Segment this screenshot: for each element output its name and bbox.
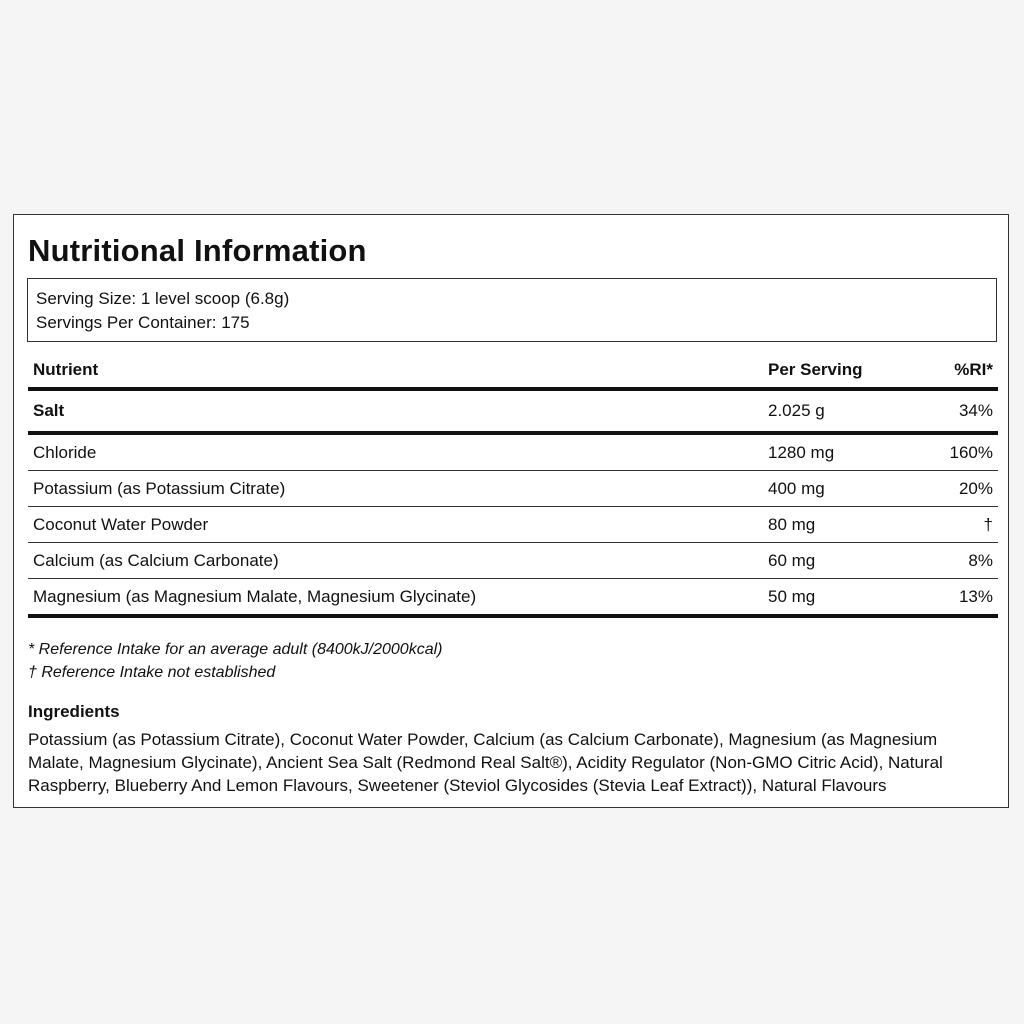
nutrient-per-serving: 2.025 g <box>763 389 923 433</box>
nutrition-panel <box>13 214 1009 808</box>
nutrient-name: Chloride <box>28 433 763 471</box>
nutrient-per-serving: 60 mg <box>763 543 923 579</box>
table-row <box>28 507 998 543</box>
servings-per-container: Servings Per Container: 175 <box>36 313 250 332</box>
table-row <box>28 579 998 617</box>
header-ri: %RI* <box>923 352 998 389</box>
nutrient-table <box>28 352 998 618</box>
ingredients-text: Potassium (as Potassium Citrate), Coconut Water Powder, Calcium (as Calcium Carbonate), Magnesium (as Magnesium Malate, Magnesium Glycinate), Ancient Sea Salt (Redmond Real Salt®), Acidity Regulator (Non-GMO Citric Acid), Natural Raspberry, Blueberry And Lemon Flavours, Sweetener (Steviol Glycosides (Stevia Leaf Extract)), Natural Flavours <box>28 730 943 795</box>
nutrient-ri: † <box>923 507 998 543</box>
footnotes <box>28 638 442 684</box>
table-row <box>28 543 998 579</box>
nutrient-name: Salt <box>28 389 763 433</box>
nutrient-ri: 8% <box>923 543 998 579</box>
nutrient-per-serving: 50 mg <box>763 579 923 617</box>
header-per-serving: Per Serving <box>763 352 923 389</box>
nutrient-name: Magnesium (as Magnesium Malate, Magnesium Glycinate) <box>28 579 763 617</box>
nutrient-ri: 20% <box>923 471 998 507</box>
nutrient-name: Potassium (as Potassium Citrate) <box>28 471 763 507</box>
table-row <box>28 389 998 433</box>
nutrient-ri: 34% <box>923 389 998 433</box>
footnote-not-established: † Reference Intake not established <box>28 664 276 681</box>
nutrient-ri: 160% <box>923 433 998 471</box>
footnote-ri: * Reference Intake for an average adult (8400kJ/2000kcal) <box>28 641 443 658</box>
nutrient-ri: 13% <box>923 579 998 617</box>
nutrient-per-serving: 80 mg <box>763 507 923 543</box>
ingredients-heading: Ingredients <box>28 702 120 721</box>
page-title: Nutritional Information <box>28 233 367 268</box>
table-row <box>28 471 998 507</box>
serving-info-box <box>27 278 997 342</box>
header-nutrient: Nutrient <box>28 352 763 389</box>
serving-size: Serving Size: 1 level scoop (6.8g) <box>36 289 290 308</box>
table-header-row <box>28 352 998 389</box>
nutrient-name: Coconut Water Powder <box>28 507 763 543</box>
nutrient-per-serving: 400 mg <box>763 471 923 507</box>
table-row <box>28 433 998 471</box>
nutrient-name: Calcium (as Calcium Carbonate) <box>28 543 763 579</box>
nutrient-per-serving: 1280 mg <box>763 433 923 471</box>
